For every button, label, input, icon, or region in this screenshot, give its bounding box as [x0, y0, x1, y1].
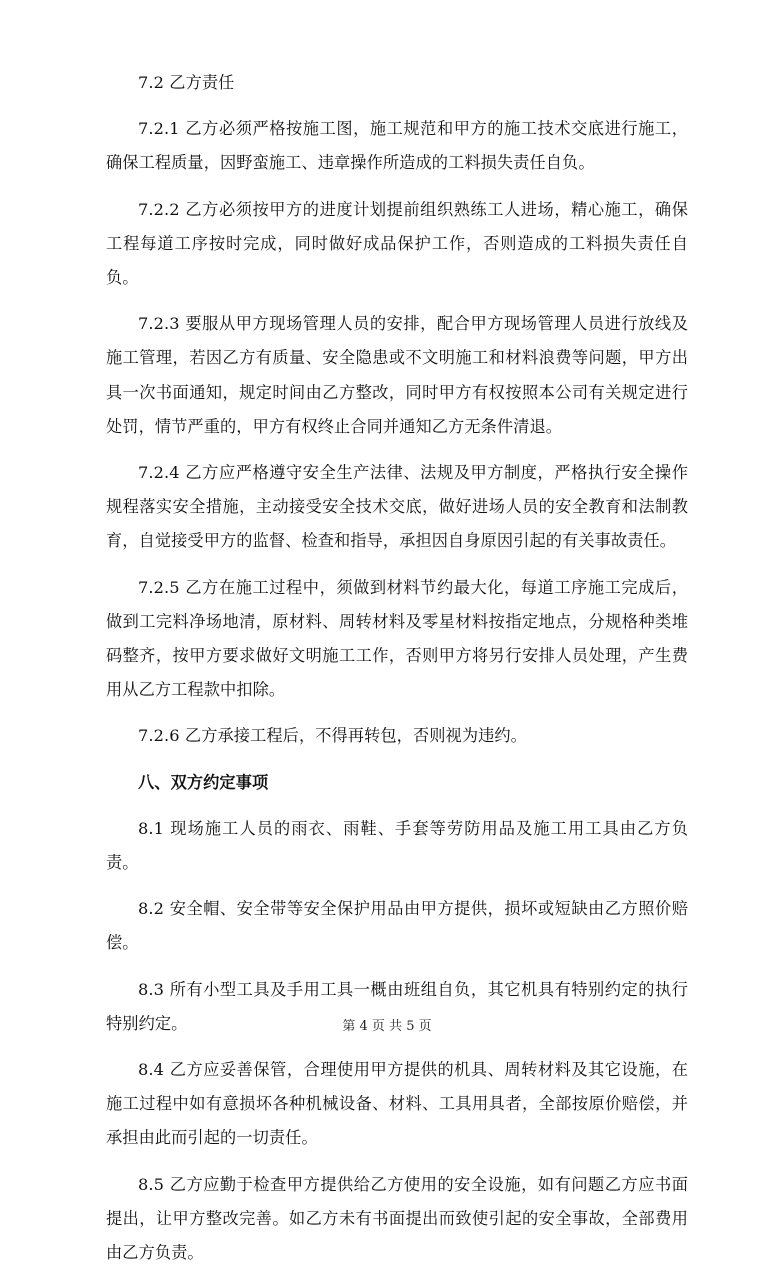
clause-8-5: 8.5 乙方应勤于检查甲方提供给乙方使用的安全设施，如有问题乙方应书面提出，让甲方整改完善。如乙方未有书面提出而致使引起的安全事故，全部费用由乙方负责。 [106, 1174, 688, 1263]
clause-8-4: 8.4 乙方应妥善保管，合理使用甲方提供的机具、周转材料及其它设施，在施工过程中如有意损坏各种机械设备、材料、工具用具者，全部按原价赔偿，并承担由此而引起的一切责任。 [106, 1060, 688, 1148]
clause-7-2-5: 7.2.5 乙方在施工过程中，须做到材料节约最大化，每道工序施工完成后，做到工完料净场地清，原材料、周转材料及零星材料按指定地点，分规格种类堆码整齐，按甲方要求做好文明施工工作，否则甲方将另行安排人员处理，产生费用从乙方工程款中扣除。 [106, 577, 688, 700]
section-heading-8: 八、双方约定事项 [138, 772, 269, 792]
clause-7-2-4: 7.2.4 乙方应严格遵守安全生产法律、法规及甲方制度，严格执行安全操作规程落实安全措施，主动接受安全技术交底，做好进场人员的安全教育和法制教育，自觉接受甲方的监督、检查和指导，承担因自身原因引起的有关事故责任。 [106, 463, 688, 551]
clause-7-2-1: 7.2.1 乙方必须严格按施工图，施工规范和甲方的施工技术交底进行施工，确保工程质量，因野蛮施工、违章操作所造成的工料损失责任自负。 [106, 119, 688, 173]
clause-7-2-2: 7.2.2 乙方必须按甲方的进度计划提前组织熟练工人进场，精心施工，确保工程每道工序按时完成，同时做好成品保护工作，否则造成的工料损失责任自负。 [106, 199, 688, 288]
clause-7-2-3: 7.2.3 要服从甲方现场管理人员的安排，配合甲方现场管理人员进行放线及施工管理，若因乙方有质量、安全隐患或不文明施工和材料浪费等问题，甲方出具一次书面通知，规定时间由乙方整改，同时甲方有权按照本公司有关规定进行处罚，情节严重的，甲方有权终止合同并通知乙方无条件清退。 [106, 314, 688, 436]
clause-8-3: 8.3 所有小型工具及手用工具一概由班组自负，其它机具有特别约定的执行特别约定。 [106, 979, 688, 1033]
section-heading-7-2: 7.2 乙方责任 [138, 73, 235, 92]
clause-7-2-6: 7.2.6 乙方承接工程后，不得再转包，否则视为违约。 [138, 726, 527, 746]
page-number-footer: 第 4 页 共 5 页 [342, 1019, 432, 1034]
clause-8-2: 8.2 安全帽、安全带等安全保护用品由甲方提供，损坏或短缺由乙方照价赔偿。 [106, 899, 688, 953]
clause-8-1: 8.1 现场施工人员的雨衣、雨鞋、手套等劳防用品及施工用工具由乙方负责。 [106, 818, 688, 873]
document-body [106, 66, 688, 1282]
